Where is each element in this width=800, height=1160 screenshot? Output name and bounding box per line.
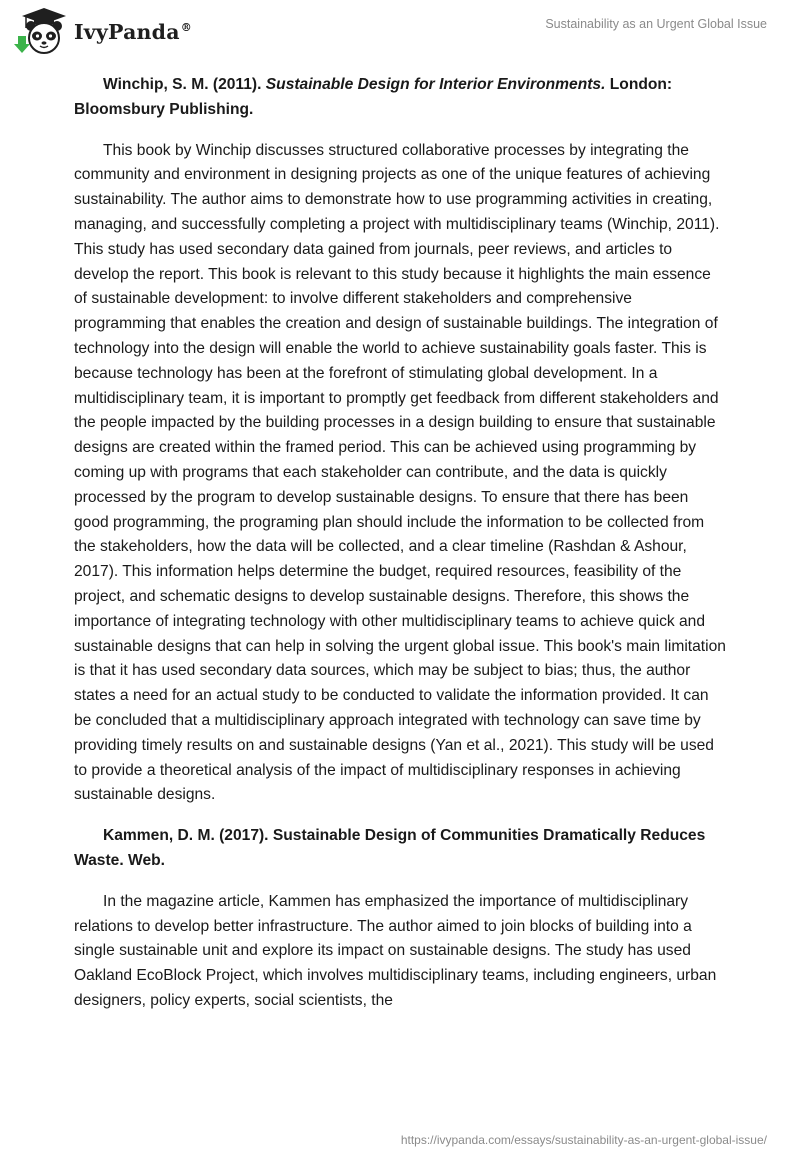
reference-winchip: Winchip, S. M. (2011). Sustainable Design for Interior Environments. London: Bloomsbury Publishing. [74, 76, 673, 118]
essay-content [74, 73, 726, 1030]
footer-url[interactable]: https://ivypanda.com/essays/sustainability-as-an-urgent-global-issue/ [400, 1133, 767, 1147]
ivypanda-logo[interactable] [14, 6, 192, 58]
document-title: Sustainability as an Urgent Global Issue [545, 17, 767, 31]
panda-graduate-icon [14, 6, 70, 58]
paragraph-winchip-annotation: This book by Winchip discusses structured collaborative processes by integrating the community and environment in designing projects as one of the unique features of achieving sustainability. The author aims to demonstrate how to use programming activities in creating, managing, and successfully completing a project with multidisciplinary teams (Winchip, 2011). This study has used secondary data gained from journals, peer reviews, and articles to develop the report. This book is relevant to this study because it highlights the main essence of sustainable development: to involve different stakeholders and comprehensive programming that enables the creation and design of sustainable buildings. The integration of technology into the design will enable the world to achieve sustainability goals faster. This is because technology has been at the forefront of stimulating global development. In a multidisciplinary team, it is important to promptly get feedback from different stakeholders and the people impacted by the building processes in a design building to ensure that sustainable designs are created within the framed period. This can be achieved using programming by coming up with programs that each stakeholder can contribute, and the data is quickly processed by the program to develop sustainable designs. To ensure that there has been good programming, the programing plan should include the information to be collected from the stakeholders, how the data will be collected, and a clear timeline (Rashdan & Ashour, 2017). This information helps determine the budget, required resources, feasibility of the project, and schematic designs to develop sustainable designs. Therefore, this shows the importance of integrating technology with other multidisciplinary teams to achieve quick and sustainable designs that can help in solving the urgent global issue. This book's main limitation is that it has used secondary data sources, which may be subject to bias; thus, the author states a need for an actual study to be conducted to validate the information provided. It can be concluded that a multidisciplinary approach integrated with technology can save time by providing timely results on and sustainable designs (Yan et al., 2021). This study will be used to provide a theoretical analysis of the impact of multidisciplinary responses in achieving sustainable designs. [74, 141, 726, 804]
reference-kammen: Kammen, D. M. (2017). Sustainable Design of Communities Dramatically Reduces Waste. Web. [74, 827, 706, 869]
page-header [0, 0, 800, 62]
brand-name: IvyPanda® [74, 20, 192, 44]
paragraph-kammen-annotation: In the magazine article, Kammen has emphasized the importance of multidisciplinary relations to develop better infrastructure. The author aimed to join blocks of building into a single sustainable unit and explore its impact on sustainable designs. The study has used Oakland EcoBlock Project, which involves multidisciplinary teams, including engineers, urban designers, policy experts, social scientists, the [74, 892, 717, 1009]
